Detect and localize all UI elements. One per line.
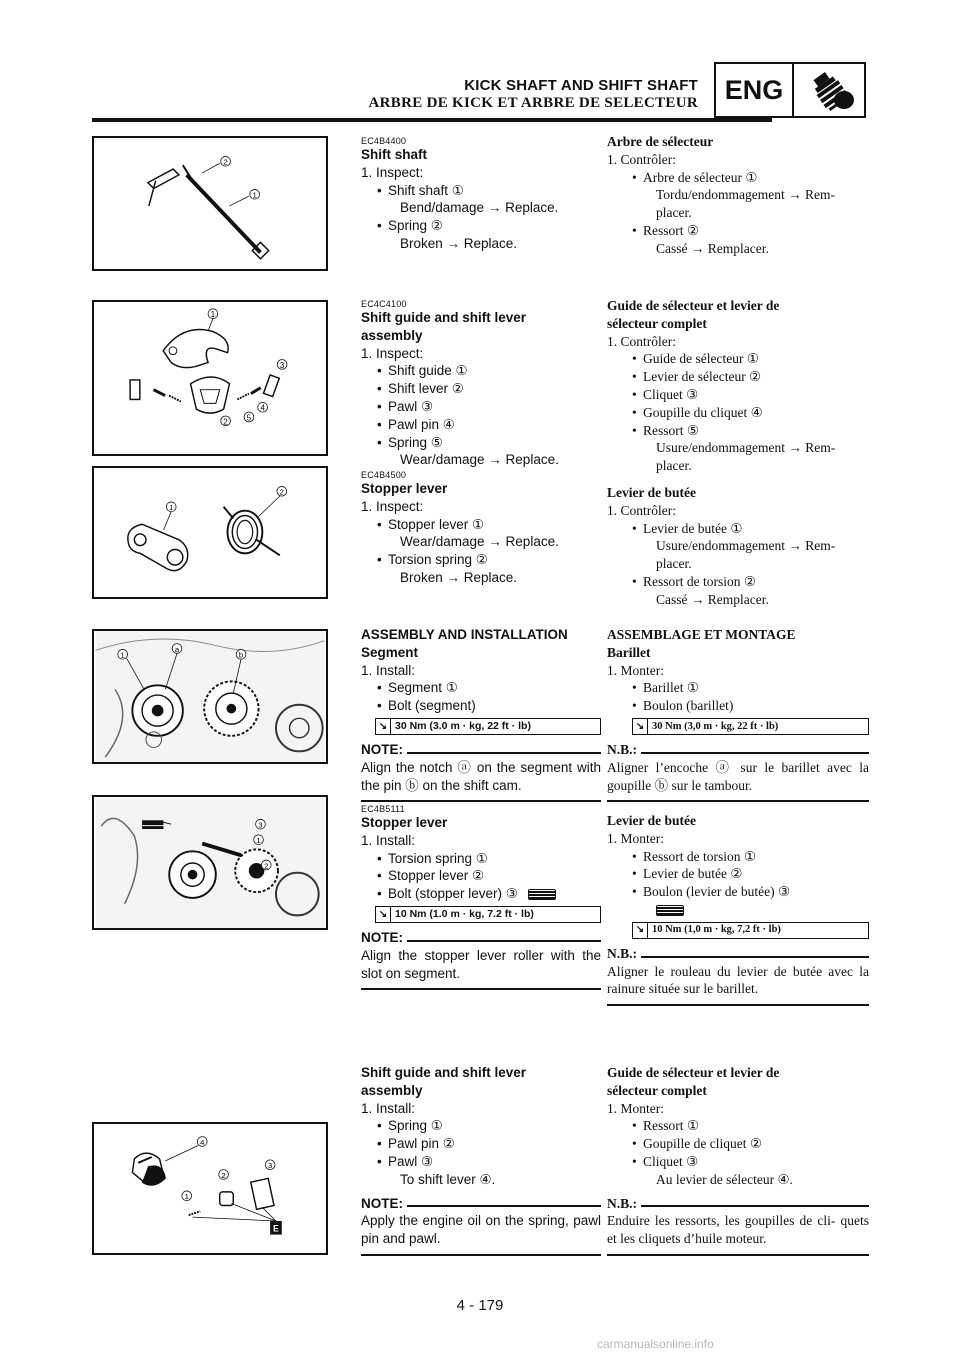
figure-callout: 2 xyxy=(264,861,269,871)
list-item-detail: placer. xyxy=(656,205,692,221)
note-rule xyxy=(361,1254,601,1256)
figure-stopper-lever xyxy=(92,466,328,599)
section-title: Segment xyxy=(361,644,419,660)
list-item xyxy=(361,885,601,903)
figure-callout: 3 xyxy=(258,820,263,830)
note-text: Align the notch ⓐ on the segment with the pin ⓑ on the shift cam. xyxy=(361,759,601,793)
section-code-label: EC4B4400 xyxy=(361,136,407,146)
section-title: sélecteur complet xyxy=(607,315,707,331)
figure-segment-install xyxy=(92,629,328,764)
figure-stopper-install xyxy=(92,795,328,930)
torque-spec xyxy=(632,922,869,939)
section-badge xyxy=(714,62,866,118)
section-title: Guide de sélecteur et levier de xyxy=(607,1065,780,1080)
note-text: Aligner l’encoche ⓐ sur le barillet avec la goupille ⓑ sur le tambour. xyxy=(607,759,869,793)
note-header xyxy=(607,1195,869,1213)
section-title: Stopper lever xyxy=(361,481,448,496)
engine-icon xyxy=(794,64,864,116)
list-item: • Pawl pin ④ xyxy=(361,416,601,434)
figure-callout: 4 xyxy=(260,403,265,413)
step-label: 1. Install: xyxy=(361,1100,416,1116)
note-label: NOTE: xyxy=(361,1195,403,1211)
list-item: • Pawl pin ② xyxy=(361,1135,601,1153)
note-rule xyxy=(361,800,601,802)
figure-callout: 1 xyxy=(256,836,261,846)
shift-guide-install-en xyxy=(361,1064,601,1256)
list-item: • Shift lever ② xyxy=(361,380,601,398)
shift-shaft-en xyxy=(361,136,601,253)
list-item-detail: Tordu/endommagement → Rem- xyxy=(656,187,836,203)
locking-agent-icon xyxy=(607,901,869,919)
list-item-detail: placer. xyxy=(656,556,692,572)
list-item: • Ressort ⑤ xyxy=(607,422,869,440)
section-title: Shift guide and shift lever xyxy=(361,310,527,325)
figure-callout: 1 xyxy=(184,1192,189,1202)
step-label: 1. Monter: xyxy=(607,1100,664,1116)
list-item: • Arbre de sélecteur ① xyxy=(607,169,869,187)
torque-value: 10 Nm (1.0 m · kg, 7.2 ft · lb) xyxy=(395,907,534,920)
shift-guide-install-fr xyxy=(607,1064,869,1256)
segment-install-fr xyxy=(607,626,869,802)
list-item: • Stopper lever ② xyxy=(361,867,601,885)
list-item: • Stopper lever ① xyxy=(361,516,601,534)
section-title: Stopper lever xyxy=(361,815,448,830)
section-code-label: EC4B4500 xyxy=(361,470,407,480)
list-item-detail: To shift lever ④. xyxy=(400,1171,496,1187)
header-title-fr: ARBRE DE KICK ET ARBRE DE SELECTEUR xyxy=(368,95,698,111)
torque-value: 10 Nm (1,0 m · kg, 7,2 ft · lb) xyxy=(652,924,781,936)
note-rule xyxy=(607,1004,869,1006)
page-number: 4 - 179 xyxy=(456,1297,504,1314)
list-item: • Ressort de torsion ② xyxy=(607,573,869,591)
step-label: 1. Contrôler: xyxy=(607,151,676,167)
figure-callout: 2 xyxy=(223,157,228,167)
wrench-icon: ↘ xyxy=(376,719,391,734)
note-text: Align the stopper lever roller with the slot on segment. xyxy=(361,947,601,981)
list-item-detail: Cassé → Remplacer. xyxy=(656,591,769,607)
locking-agent-icon xyxy=(528,889,556,900)
list-item-detail: Bend/damage → Replace. xyxy=(400,200,559,216)
figure-callout: 5 xyxy=(246,413,252,423)
list-item: • Ressort ① xyxy=(607,1117,869,1135)
list-item: • Bolt (segment) xyxy=(361,697,601,715)
note-rule xyxy=(607,800,869,802)
torque-value: 30 Nm (3.0 m · kg, 22 ft · lb) xyxy=(395,719,531,732)
figure-callout: E xyxy=(273,1223,279,1234)
list-item-detail: Usure/endommagement → Rem- xyxy=(656,440,836,456)
section-code-label: EC4B5111 xyxy=(361,804,405,814)
section-code-label: EC4C4100 xyxy=(361,299,407,309)
note-header xyxy=(361,741,601,759)
list-item-detail: placer. xyxy=(656,458,692,474)
list-item-detail: Broken → Replace. xyxy=(400,569,518,585)
list-item-detail: Au levier de sélecteur ④. xyxy=(656,1171,793,1187)
watermark: carmanualsonline.info xyxy=(597,1337,714,1351)
step-label: 1. Install: xyxy=(361,662,416,678)
note-header xyxy=(361,1195,601,1213)
section-title: assembly xyxy=(361,327,423,343)
list-item: • Shift shaft ① xyxy=(361,182,601,200)
note-text: Enduire les ressorts, les goupilles de cli- quets et les cliquets d’huile moteur. xyxy=(607,1213,869,1247)
note-label: NOTE: xyxy=(361,929,403,945)
list-item-detail: Usure/endommagement → Rem- xyxy=(656,538,836,554)
section-title: sélecteur complet xyxy=(607,1082,707,1098)
figure-callout: 3 xyxy=(279,360,285,370)
wrench-icon: ↘ xyxy=(633,923,648,938)
section-title: Shift shaft xyxy=(361,147,427,162)
list-item: • Shift guide ① xyxy=(361,362,601,380)
list-item-detail: Broken → Replace. xyxy=(400,235,518,251)
step-label: 1. Inspect: xyxy=(361,345,424,361)
list-item: • Pawl ③ xyxy=(361,1153,601,1171)
shift-guide-inspect-en xyxy=(361,299,601,469)
list-item: • Spring ① xyxy=(361,1117,601,1135)
note-text: Aligner le rouleau du levier de butée avec la rainure située sur le barillet. xyxy=(607,963,869,997)
list-item: • Levier de butée ② xyxy=(607,865,869,883)
note-label: N.B.: xyxy=(607,945,637,961)
figure-callout: 1 xyxy=(252,190,257,200)
section-title: assembly xyxy=(361,1082,423,1098)
figure-callout: 2 xyxy=(221,1170,226,1180)
stopper-lever-inspect-en xyxy=(361,470,601,587)
chapter-heading: ASSEMBLY AND INSTALLATION xyxy=(361,627,568,642)
list-item: • Torsion spring ② xyxy=(361,551,601,569)
section-title: Shift guide and shift lever xyxy=(361,1065,527,1080)
section-title: Barillet xyxy=(607,644,651,660)
list-item: • Boulon (levier de butée) ③ xyxy=(607,883,869,901)
stopper-lever-install-fr xyxy=(607,812,869,1006)
note-label: NOTE: xyxy=(361,741,403,757)
list-item: • Ressort de torsion ① xyxy=(607,848,869,866)
step-label: 1. Install: xyxy=(361,832,416,848)
stopper-lever-install-en xyxy=(361,804,601,990)
figure-callout: a xyxy=(174,644,180,654)
section-title: Guide de sélecteur et levier de xyxy=(607,298,780,313)
list-item: • Cliquet ③ xyxy=(607,386,869,404)
note-rule xyxy=(607,1254,869,1256)
shift-shaft-fr xyxy=(607,133,869,258)
note-rule xyxy=(361,988,601,990)
figure-shift-guide xyxy=(92,300,328,456)
list-item: • Cliquet ③ xyxy=(607,1153,869,1171)
list-item-detail: Wear/damage → Replace. xyxy=(400,534,559,550)
figure-callout: 4 xyxy=(200,1137,205,1147)
list-item: • Torsion spring ① xyxy=(361,850,601,868)
note-header xyxy=(361,929,601,947)
figure-callout: b xyxy=(238,650,244,660)
step-label: 1. Contrôler: xyxy=(607,333,676,349)
torque-value: 30 Nm (3,0 m · kg, 22 ft · lb) xyxy=(652,720,779,732)
segment-install-en xyxy=(361,626,601,802)
stopper-lever-inspect-fr xyxy=(607,484,869,609)
list-item: • Segment ① xyxy=(361,679,601,697)
torque-spec xyxy=(375,718,601,735)
step-label: 1. Monter: xyxy=(607,662,664,678)
figure-callout: 2 xyxy=(279,487,284,497)
chapter-heading: ASSEMBLAGE ET MONTAGE xyxy=(607,627,796,642)
torque-spec xyxy=(375,906,601,923)
wrench-icon: ↘ xyxy=(376,907,391,922)
note-label: N.B.: xyxy=(607,1195,637,1211)
section-title: Levier de butée xyxy=(607,813,696,828)
list-item-detail: Cassé → Remplacer. xyxy=(656,240,769,256)
figure-callout: 1 xyxy=(210,310,216,320)
list-item: • Pawl ③ xyxy=(361,398,601,416)
figure-callout: 1 xyxy=(169,503,174,513)
list-item: • Guide de sélecteur ① xyxy=(607,350,869,368)
section-title: Levier de butée xyxy=(607,485,696,500)
shift-guide-inspect-fr xyxy=(607,297,869,475)
list-item: • Levier de sélecteur ② xyxy=(607,368,869,386)
figure-shift-shaft xyxy=(92,136,328,271)
step-label: 1. Inspect: xyxy=(361,498,424,514)
note-label: N.B.: xyxy=(607,741,637,757)
list-item-detail: Wear/damage → Replace. xyxy=(400,452,559,468)
list-item-text: Bolt (stopper lever) ③ xyxy=(388,886,518,902)
section-code: ENG xyxy=(716,64,794,116)
figure-callout: 1 xyxy=(120,650,125,660)
step-label: 1. Contrôler: xyxy=(607,502,676,518)
note-header xyxy=(607,741,869,759)
list-item: • Goupille du cliquet ④ xyxy=(607,404,869,422)
figure-callout: 2 xyxy=(223,417,228,427)
list-item: • Spring ⑤ xyxy=(361,434,601,452)
figure-pawl-install xyxy=(92,1122,328,1255)
figure-callout: 3 xyxy=(267,1161,273,1171)
list-item: • Goupille de cliquet ② xyxy=(607,1135,869,1153)
header-rule xyxy=(92,118,772,122)
list-item: • Ressort ② xyxy=(607,222,869,240)
list-item: • Barillet ① xyxy=(607,679,869,697)
step-label: 1. Inspect: xyxy=(361,164,424,180)
note-text: Apply the engine oil on the spring, pawl pin and pawl. xyxy=(361,1213,601,1247)
section-title: Arbre de sélecteur xyxy=(607,134,714,149)
list-item: • Spring ② xyxy=(361,217,601,235)
torque-spec xyxy=(632,718,869,735)
note-header xyxy=(607,945,869,963)
header-title-en: KICK SHAFT AND SHIFT SHAFT xyxy=(464,77,698,94)
step-label: 1. Monter: xyxy=(607,830,664,846)
list-item: • Levier de butée ① xyxy=(607,520,869,538)
wrench-icon: ↘ xyxy=(633,719,648,734)
list-item: • Boulon (barillet) xyxy=(607,697,869,715)
